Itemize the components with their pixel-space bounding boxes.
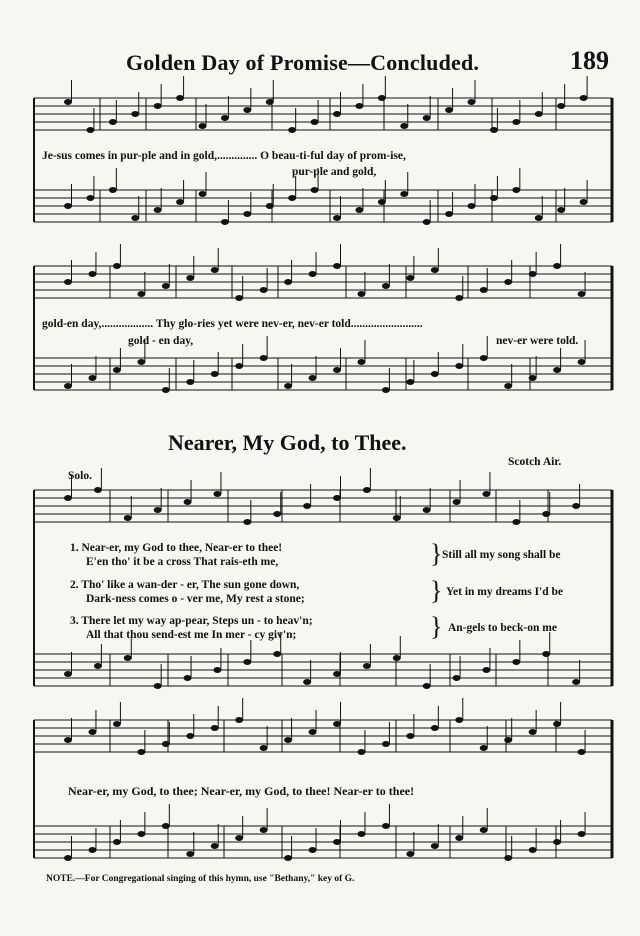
note-head — [176, 95, 184, 101]
note-head — [542, 511, 550, 517]
note-head — [124, 655, 132, 661]
note-head — [184, 675, 192, 681]
note-head — [64, 671, 72, 677]
note-head — [382, 823, 390, 829]
note-head — [64, 855, 72, 861]
note-head — [213, 491, 221, 497]
note-head — [357, 749, 365, 755]
note-head — [529, 375, 537, 381]
note-head — [480, 355, 488, 361]
note-head — [423, 115, 431, 121]
note-head — [333, 111, 341, 117]
verse-3-continuation: An-gels to beck-on me — [448, 622, 557, 634]
note-head — [64, 99, 72, 105]
note-head — [113, 263, 121, 269]
note-head — [260, 355, 268, 361]
note-head — [512, 659, 520, 665]
note-head — [382, 741, 390, 747]
note-head — [162, 823, 170, 829]
hymn1-system2-bass-lyrics-left: gold - en day, — [128, 335, 194, 347]
note-head — [288, 127, 296, 133]
note-head — [184, 499, 192, 505]
note-head — [273, 651, 281, 657]
note-head — [482, 667, 490, 673]
note-head — [553, 839, 561, 845]
note-head — [109, 119, 117, 125]
note-head — [572, 503, 580, 509]
note-head — [176, 199, 184, 205]
note-head — [400, 191, 408, 197]
verse-line: There let my way ap-pear, Steps un - to heav'n; — [81, 615, 313, 627]
note-head — [578, 359, 586, 365]
note-head — [431, 725, 439, 731]
note-head — [333, 215, 341, 221]
note-head — [137, 831, 145, 837]
note-head — [284, 279, 292, 285]
note-head — [504, 855, 512, 861]
note-head — [529, 729, 537, 735]
note-head — [580, 95, 588, 101]
note-head — [333, 263, 341, 269]
verse-line: E'en tho' it be a cross That rais-eth me, — [86, 556, 279, 568]
verse-3 — [70, 614, 313, 642]
note-head — [284, 737, 292, 743]
note-head — [162, 387, 170, 393]
note-head — [260, 745, 268, 751]
note-head — [137, 749, 145, 755]
note-head — [88, 847, 96, 853]
note-head — [221, 115, 229, 121]
note-head — [221, 219, 229, 225]
note-head — [186, 733, 194, 739]
note-head — [86, 195, 94, 201]
note-head — [578, 291, 586, 297]
verse-1-continuation: Still all my song shall be — [442, 549, 561, 561]
note-head — [455, 295, 463, 301]
verse-number: 3. — [70, 615, 79, 627]
note-head — [94, 487, 102, 493]
note-head — [113, 721, 121, 727]
note-head — [88, 729, 96, 735]
note-head — [186, 851, 194, 857]
note-head — [113, 839, 121, 845]
note-head — [423, 507, 431, 513]
note-head — [529, 271, 537, 277]
hymn1-system1-bass-lyrics: pur-ple and gold, — [292, 166, 377, 178]
note-head — [124, 515, 132, 521]
note-head — [211, 371, 219, 377]
note-head — [213, 667, 221, 673]
note-head — [273, 511, 281, 517]
note-head — [535, 111, 543, 117]
note-head — [393, 655, 401, 661]
note-head — [309, 847, 317, 853]
note-head — [266, 99, 274, 105]
note-head — [137, 359, 145, 365]
note-head — [557, 207, 565, 213]
note-head — [88, 271, 96, 277]
note-head — [64, 383, 72, 389]
note-head — [284, 383, 292, 389]
note-head — [553, 263, 561, 269]
note-head — [482, 491, 490, 497]
hymn1-system2-bass-lyrics-right: nev-er were told. — [496, 335, 579, 347]
note-head — [382, 387, 390, 393]
note-head — [137, 291, 145, 297]
note-head — [363, 487, 371, 493]
note-head — [431, 267, 439, 273]
note-head — [260, 827, 268, 833]
note-head — [333, 495, 341, 501]
hymn2-title: Nearer, My God, to Thee. — [168, 430, 407, 455]
note-head — [423, 219, 431, 225]
note-head — [154, 103, 162, 109]
verse-2-continuation: Yet in my dreams I'd be — [446, 586, 564, 598]
note-head — [553, 367, 561, 373]
note-head — [154, 683, 162, 689]
verse-line: Dark-ness comes o - ver me, My rest a stone; — [86, 593, 305, 605]
verse-number: 1. — [70, 542, 79, 554]
note-head — [512, 119, 520, 125]
note-head — [357, 291, 365, 297]
note-head — [162, 283, 170, 289]
footnote: NOTE.—For Congregational singing of this hymn, use "Bethany," key of G. — [46, 874, 355, 884]
note-head — [455, 835, 463, 841]
page-title: Golden Day of Promise—Concluded. — [126, 50, 480, 75]
note-head — [260, 287, 268, 293]
note-head — [309, 375, 317, 381]
note-head — [186, 275, 194, 281]
note-head — [455, 363, 463, 369]
note-head — [572, 679, 580, 685]
note-head — [243, 519, 251, 525]
note-head — [235, 717, 243, 723]
note-head — [400, 123, 408, 129]
note-head — [357, 831, 365, 837]
note-head — [406, 851, 414, 857]
note-head — [86, 127, 94, 133]
note-head — [64, 279, 72, 285]
note-head — [154, 507, 162, 513]
note-head — [363, 663, 371, 669]
note-head — [186, 379, 194, 385]
note-head — [64, 495, 72, 501]
note-head — [455, 717, 463, 723]
note-head — [109, 187, 117, 193]
note-head — [333, 671, 341, 677]
note-head — [431, 371, 439, 377]
note-head — [162, 741, 170, 747]
note-head — [406, 275, 414, 281]
note-head — [333, 839, 341, 845]
note-head — [235, 295, 243, 301]
note-head — [311, 187, 319, 193]
note-head — [535, 215, 543, 221]
note-head — [557, 103, 565, 109]
note-head — [199, 123, 207, 129]
note-head — [199, 191, 207, 197]
verse-1 — [70, 541, 282, 569]
note-head — [542, 651, 550, 657]
note-head — [529, 847, 537, 853]
note-head — [131, 111, 139, 117]
note-head — [490, 195, 498, 201]
note-head — [406, 733, 414, 739]
note-head — [88, 375, 96, 381]
note-head — [553, 721, 561, 727]
note-head — [131, 215, 139, 221]
note-head — [468, 99, 476, 105]
note-head — [211, 843, 219, 849]
note-head — [235, 363, 243, 369]
hymn2-performance-note: Solo. — [68, 470, 92, 482]
note-head — [64, 737, 72, 743]
note-head — [445, 107, 453, 113]
note-head — [504, 737, 512, 743]
note-head — [378, 199, 386, 205]
note-head — [243, 659, 251, 665]
note-head — [480, 287, 488, 293]
note-head — [445, 211, 453, 217]
hymn2-tune-name: Scotch Air. — [508, 456, 562, 468]
verse-line: Tho' like a wan-der - er, The sun gone down, — [81, 579, 300, 591]
note-head — [490, 127, 498, 133]
note-head — [94, 663, 102, 669]
verse-number: 2. — [70, 579, 79, 591]
hymn1-system2-lyrics: gold-en day,.................. Thy glo-ries yet were nev-er, nev-er told......................... — [42, 318, 423, 330]
note-head — [355, 207, 363, 213]
note-head — [578, 749, 586, 755]
note-head — [468, 203, 476, 209]
note-head — [578, 831, 586, 837]
note-head — [113, 367, 121, 373]
note-head — [303, 679, 311, 685]
note-head — [235, 835, 243, 841]
note-head — [480, 745, 488, 751]
note-head — [512, 187, 520, 193]
note-head — [303, 503, 311, 509]
note-head — [423, 683, 431, 689]
verse-2 — [70, 578, 305, 606]
note-head — [504, 279, 512, 285]
hymn1-system1-lyrics: Je-sus comes in pur-ple and in gold,.............. O beau-ti-ful day of prom-ise, — [42, 150, 406, 162]
note-head — [288, 195, 296, 201]
note-head — [243, 107, 251, 113]
note-head — [333, 367, 341, 373]
note-head — [243, 211, 251, 217]
note-head — [355, 103, 363, 109]
note-head — [311, 119, 319, 125]
note-head — [211, 267, 219, 273]
refrain-lyrics: Near-er, my God, to thee; Near-er, my God, to thee! Near-er to thee! — [68, 784, 415, 798]
note-head — [378, 95, 386, 101]
note-head — [504, 383, 512, 389]
note-head — [357, 359, 365, 365]
note-head — [266, 203, 274, 209]
verse-line: Near-er, my God to thee, Near-er to thee! — [81, 542, 283, 554]
note-head — [284, 855, 292, 861]
verse-line: All that thou send-est me In mer - cy giv'n; — [86, 629, 297, 641]
note-head — [453, 499, 461, 505]
note-head — [480, 827, 488, 833]
note-head — [512, 519, 520, 525]
note-head — [393, 515, 401, 521]
note-head — [154, 207, 162, 213]
note-head — [453, 675, 461, 681]
page-number: 189 — [570, 46, 609, 75]
note-head — [211, 725, 219, 731]
note-head — [382, 283, 390, 289]
note-head — [406, 379, 414, 385]
note-head — [580, 199, 588, 205]
note-head — [64, 203, 72, 209]
note-head — [309, 271, 317, 277]
note-head — [333, 721, 341, 727]
note-head — [309, 729, 317, 735]
note-head — [431, 843, 439, 849]
